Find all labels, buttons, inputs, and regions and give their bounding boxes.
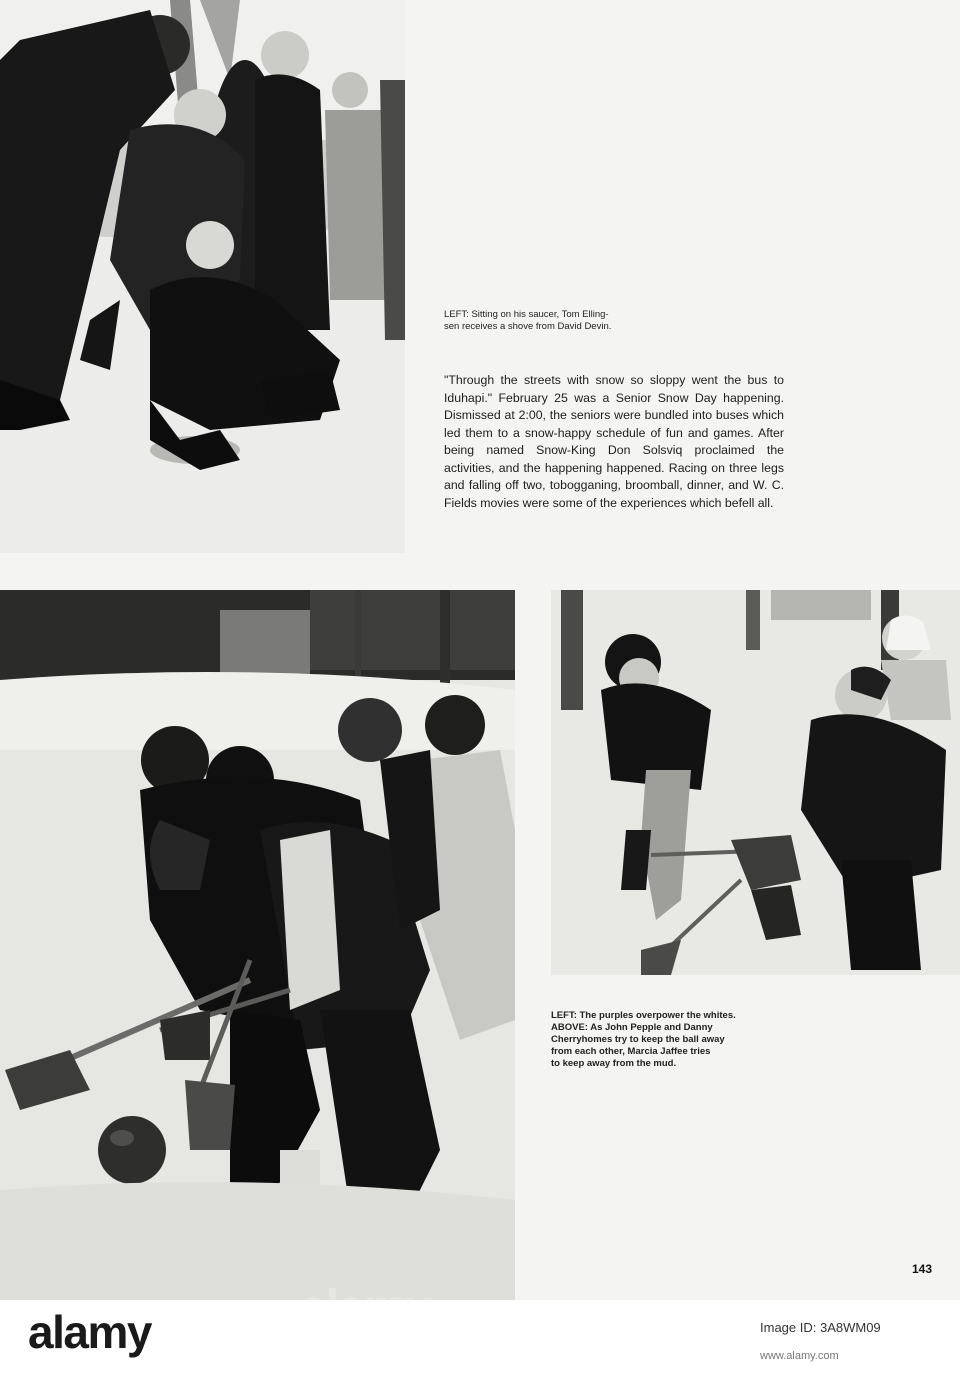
caption-line: from each other, Marcia Jaffee tries bbox=[551, 1046, 711, 1057]
photo-ball-keep-away bbox=[551, 590, 960, 975]
photo-broomball-game bbox=[0, 590, 515, 1300]
photo-saucer-shove bbox=[0, 0, 405, 553]
broomball-photo-illustration bbox=[0, 590, 515, 1300]
caption-line: Cherryhomes try to keep the ball away bbox=[551, 1034, 725, 1045]
keep-away-photo-illustration bbox=[551, 590, 960, 975]
caption-line: LEFT: The purples overpower the whites. bbox=[551, 1010, 736, 1021]
page-number: 143 bbox=[912, 1262, 933, 1276]
caption-saucer bbox=[444, 309, 684, 333]
caption-line: ABOVE: As John Pepple and Danny bbox=[551, 1022, 713, 1033]
caption-line: to keep away from the mud. bbox=[551, 1058, 677, 1069]
stock-url: www.alamy.com bbox=[760, 1350, 839, 1362]
caption-line: LEFT: Sitting on his saucer, Tom Elling- bbox=[444, 309, 609, 320]
saucer-photo-illustration bbox=[0, 0, 405, 553]
alamy-logo: alamy bbox=[28, 1306, 151, 1358]
image-id-label: Image ID: 3A8WM09 bbox=[760, 1320, 881, 1335]
article-body-text: "Through the streets with snow so sloppy went the bus to Iduhapi." February 25 was a Senior Snow Day happening. Dismissed at 2:00, the seniors were bundled into buses which led them to a snow-happy schedule of fun and games. After being named Snow-King Don Solsviq proclaimed the activities, and the happening happened. Racing on three legs and falling off two, tobogganing, broomball, dinner, and W. C. Fields movies were some of the experiences which befell all. bbox=[444, 373, 784, 510]
caption-line: sen receives a shove from David Devin. bbox=[444, 321, 612, 332]
caption-broomball bbox=[551, 1010, 741, 1070]
